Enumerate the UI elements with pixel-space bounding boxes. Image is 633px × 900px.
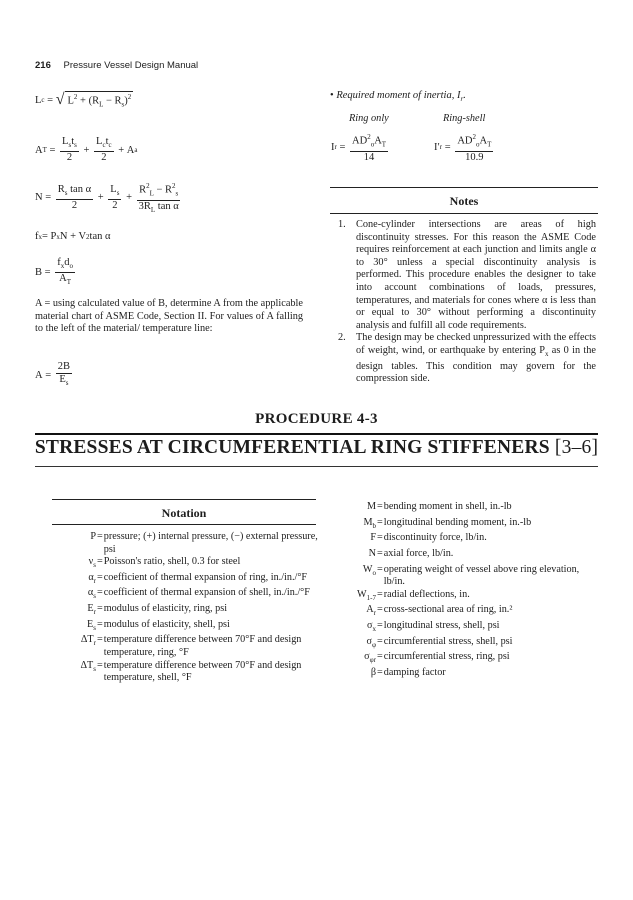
notation-row: $\Delta T_r$ = temperature difference between 70°F and design temperature, ring, °F (80, 634, 302, 658)
notation-row: $A_r$ = cross-sectional area of ring, in.² (366, 604, 513, 618)
note-item: 2. The design may be checked unpressurized with the effects of weight, wind, or earthquake by entering $P_x$ as 0 in the design tables. This condition may govern for the compression side. (338, 332, 596, 385)
book-title: Pressure Vessel Design Manual (63, 60, 199, 71)
page-header (35, 60, 198, 71)
notation-row: $\Delta T_s$ = temperature difference between 70°F and design temperature, shell, °F (80, 659, 302, 684)
citation-ref: [3–6] (554, 437, 599, 458)
notes-list (338, 219, 596, 386)
equation-ir: I r = $\frac{AD^2_oA_T}{14}$ (331, 133, 387, 163)
note-item: 1. Cone-cylinder intersections are areas of high discontinuity stresses. For this reason the ASME Code requires reinforcement at each junction and limits angle α to 30° unless a special discontinuity analysis is performed. This procedure enables the designer to take into account combinations of loads, pressures, temperatures, and materials for cones where α is less than or equal to 30° without performing a discontinuity analysis and fulfill all code requirements. (338, 219, 596, 331)
equation-n: N = $\frac{R_s \tan \alpha}{2}$ + $\frac{L_s}{2}$ + $\frac{R^2_L - R^2_s}{3R_L \tan \alpha}$ (35, 182, 179, 214)
equation-fx: f x = P x N + V 2 tan α (35, 231, 111, 242)
notation-row: P = pressure; (+) internal pressure, (−) external pressure, psi (90, 531, 318, 555)
notes-title: Notes (449, 194, 479, 208)
paragraph-a-definition: A = using calculated value of B, determine A from the applicable material chart of ASME Code, Section II. For values of A falling to the left of the material/ temperature line: (35, 298, 303, 335)
notation-row: $E_r$ = modulus of elasticity, ring, psi (87, 603, 228, 617)
notation-row: M = bending moment in shell, in.-lb (366, 501, 512, 512)
equation-lc: L c = √ $L^2 + (R_L - R_s)^2$ (35, 91, 132, 109)
notation-row: $W_{1-7}$ = radial deflections, in. (357, 588, 470, 602)
procedure-label: PROCEDURE 4-3 (255, 411, 378, 427)
notation-rule-top (52, 499, 316, 500)
page-number: 216 (35, 60, 51, 71)
ring-shell-label: Ring-shell (443, 113, 486, 124)
notation-list-left (52, 531, 322, 685)
notation-row: N = axial force, lb/in. (368, 547, 454, 559)
notation-row: $\sigma_\varphi$ = circumferential stress, shell, psi (366, 635, 513, 649)
notation-row: $\alpha_s$ = coefficient of thermal expansion of shell, in./in./°F (87, 587, 310, 601)
notation-row: $\sigma_{\varphi r}$ = circumferential stress, ring, psi (364, 651, 510, 665)
notation-row: $E_s$ = modulus of elasticity, shell, psi (87, 618, 230, 632)
notation-row: $M_b$ = longitudinal bending moment, in.-lb (363, 516, 532, 530)
notation-rule-bottom (52, 524, 316, 525)
notation-title: Notation (161, 506, 207, 520)
procedure-title: STRESSES AT CIRCUMFERENTIAL RING STIFFENERS [3–6] (34, 437, 599, 458)
notation-row: $\nu_s$ = Poisson's ratio, shell, 0.3 for steel (88, 556, 241, 570)
equation-at: A T = $\frac{L_st_s}{2}$ + $\frac{L_ct_c}{2}$ + A a (35, 136, 138, 164)
equation-ir-prime: I′ r = $\frac{AD^2_oA_T}{10.9}$ (434, 133, 492, 163)
notation-row: F = discontinuity force, lb/in. (370, 532, 487, 544)
notation-row: β = damping factor (370, 666, 446, 678)
procedure-rule-thin (35, 466, 598, 467)
notes-rule-top (330, 187, 598, 188)
notation-row: $\alpha_r$ = coefficient of thermal expansion of ring, in./in./°F (88, 571, 308, 585)
ring-only-label: Ring only (349, 113, 389, 124)
notes-rule-bottom (330, 213, 598, 214)
procedure-rule (35, 433, 598, 435)
inertia-bullet: • Required moment of inertia, $I_r$. (330, 90, 466, 104)
notation-row: $\sigma_x$ = longitudinal stress, shell, psi (367, 619, 500, 633)
equation-a: A = $\frac{2B}{E_s}$ (35, 361, 71, 388)
notation-list-right (340, 501, 600, 682)
equation-b: B = $\frac{f_xd_o}{A_T}$ (35, 257, 73, 287)
notation-row: $W_o$ = operating weight of vessel above ring elevation, lb/in. (362, 563, 580, 588)
